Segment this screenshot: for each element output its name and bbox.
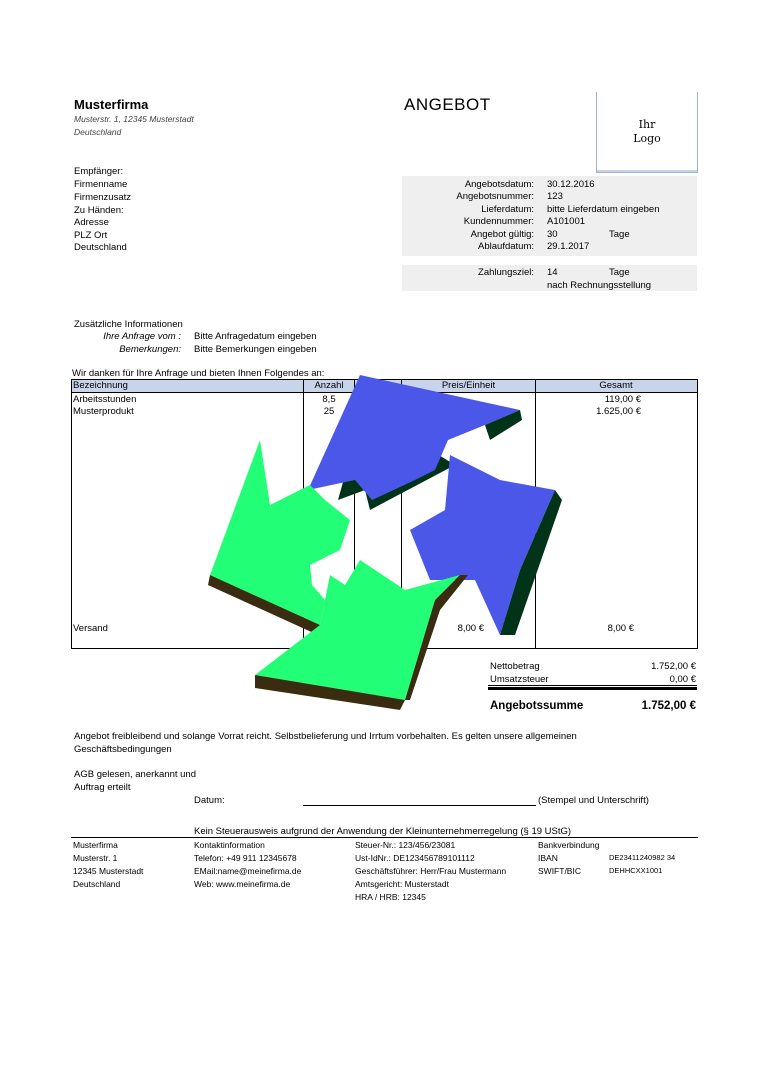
payment-unit: Tage xyxy=(609,267,630,278)
footer-managing-director: Geschäftsführer: Herr/Frau Mustermann xyxy=(355,866,507,876)
footer-contact-heading: Kontaktinformation xyxy=(194,840,265,850)
meta-row-payment-note xyxy=(402,280,697,293)
footer-street: Musterstr. 1 xyxy=(73,853,118,863)
row-total: 1.625,00 € xyxy=(596,406,641,417)
recipient-line: Zu Händen: xyxy=(74,205,124,216)
recipient-line: Firmenname xyxy=(74,179,128,190)
footer-city: 12345 Musterstadt xyxy=(73,866,144,876)
document-title: ANGEBOT xyxy=(404,95,491,114)
footer-register: HRA / HRB: 12345 xyxy=(355,892,426,902)
meta-label: Lieferdatum: xyxy=(481,204,534,215)
payment-value: 14 xyxy=(547,267,558,278)
remarks-value: Bitte Bemerkungen eingeben xyxy=(194,344,317,355)
request-value: Bitte Anfragedatum eingeben xyxy=(194,331,317,342)
footer-web: Web: www.meinefirma.de xyxy=(194,879,291,889)
request-label: Ihre Anfrage vom : xyxy=(103,331,181,342)
header-description: Bezeichnung xyxy=(73,380,128,391)
terms-text-2: Geschäftsbedingungen xyxy=(74,744,172,755)
meta-value: bitte Lieferdatum eingeben xyxy=(547,204,660,215)
info-heading: Zusätzliche Informationen xyxy=(74,319,183,330)
row-description: Musterprodukt xyxy=(73,406,134,417)
sender-country: Deutschland xyxy=(74,127,122,137)
footer-country: Deutschland xyxy=(73,879,121,889)
stamp-label: (Stempel und Unterschrift) xyxy=(538,795,649,806)
recipient-line: Deutschland xyxy=(74,242,127,253)
recipient-heading: Empfänger: xyxy=(74,166,124,177)
row-description: Arbeitsstunden xyxy=(73,394,137,405)
sender-address: Musterstr. 1, 12345 Musterstadt xyxy=(74,114,194,124)
header-unit-price: Preis/Einheit xyxy=(441,380,496,391)
logo-text-1: Ihr xyxy=(638,118,656,131)
totals-rule-thick xyxy=(488,687,697,690)
footer-iban-value: DE23411240982 34 xyxy=(609,853,676,862)
footer-bic-label: SWIFT/BIC xyxy=(538,866,581,876)
meta-unit: Tage xyxy=(609,229,630,240)
intro-text: Wir danken für Ihre Anfrage und bieten Ihnen Folgendes an: xyxy=(72,368,325,379)
arrows-graphic xyxy=(200,370,570,710)
net-value: 1.752,00 € xyxy=(651,661,696,672)
agb-line-1: AGB gelesen, anerkannt und xyxy=(74,769,197,780)
logo-placeholder xyxy=(596,92,698,173)
footer-court: Amtsgericht: Musterstadt xyxy=(355,879,450,889)
footer-email: EMail:name@meinefirma.de xyxy=(194,866,302,876)
payment-label: Zahlungsziel: xyxy=(478,267,534,278)
footer-vat-id: Ust-IdNr.: DE123456789101112 xyxy=(355,853,475,863)
footer-bank-heading: Bankverbindung xyxy=(538,840,600,850)
header-quantity: Anzahl xyxy=(314,380,344,391)
meta-value: A101001 xyxy=(547,216,586,227)
meta-value: 29.1.2017 xyxy=(547,241,590,252)
tax-label: Umsatzsteuer xyxy=(490,674,549,685)
footer-tax-number: Steuer-Nr.: 123/456/23081 xyxy=(355,840,456,850)
shipping-total: 8,00 € xyxy=(607,623,634,634)
shipping-price: 8,00 € xyxy=(457,623,484,634)
row-total: 119,00 € xyxy=(604,394,641,405)
meta-row-offer-number xyxy=(402,191,697,204)
tax-note: Kein Steuerausweis aufgrund der Anwendung der Kleinunternehmerregelung (§ 19 UStG) xyxy=(194,826,572,837)
tax-value: 0,00 € xyxy=(669,674,696,685)
shipping-description: Versand xyxy=(73,623,108,634)
meta-row-customer-number xyxy=(402,216,697,229)
meta-value: 30.12.2016 xyxy=(547,179,595,190)
net-label: Nettobetrag xyxy=(490,661,540,672)
meta-label: Angebot gültig: xyxy=(470,229,534,240)
meta-label: Ablaufdatum: xyxy=(478,241,534,252)
footer-rule xyxy=(71,837,698,838)
footer-phone: Telefon: +49 911 12345678 xyxy=(194,853,297,863)
row-quantity: 8,5 xyxy=(322,394,336,405)
recipient-line: Firmenzusatz xyxy=(74,192,132,203)
meta-row-payment xyxy=(402,267,697,280)
footer-firm: Musterfirma xyxy=(73,840,118,850)
recipient-line: Adresse xyxy=(74,217,109,228)
agb-line-2: Auftrag erteilt xyxy=(74,782,131,793)
meta-value: 123 xyxy=(547,191,563,202)
footer-iban-label: IBAN xyxy=(538,853,558,863)
row-quantity: 25 xyxy=(323,406,335,417)
signature-line xyxy=(303,805,536,806)
recipient-line: PLZ Ort xyxy=(74,230,108,241)
sum-label: Angebotssumme xyxy=(490,700,584,712)
terms-text: Angebot freibleibend und solange Vorrat reicht. Selbstbelieferung und Irrtum vorbehalten. Es gelten unsere allgemeinen xyxy=(74,731,577,742)
sum-value: 1.752,00 € xyxy=(641,700,696,712)
header-total: Gesamt xyxy=(599,380,633,391)
logo-text-2: Logo xyxy=(633,132,661,145)
meta-row-expiry-date xyxy=(402,241,697,254)
meta-label: Kundennummer: xyxy=(463,216,534,227)
date-label: Datum: xyxy=(194,795,225,806)
payment-note: nach Rechnungsstellung xyxy=(547,280,652,291)
sender-name: Musterfirma xyxy=(74,97,149,112)
totals-rule xyxy=(488,685,697,686)
footer-bic-value: DEHHCXX1001 xyxy=(609,866,663,875)
meta-label: Angebotsnummer: xyxy=(456,191,534,202)
meta-value: 30 xyxy=(547,229,558,240)
meta-label: Angebotsdatum: xyxy=(464,179,534,190)
remarks-label: Bemerkungen: xyxy=(119,344,181,355)
